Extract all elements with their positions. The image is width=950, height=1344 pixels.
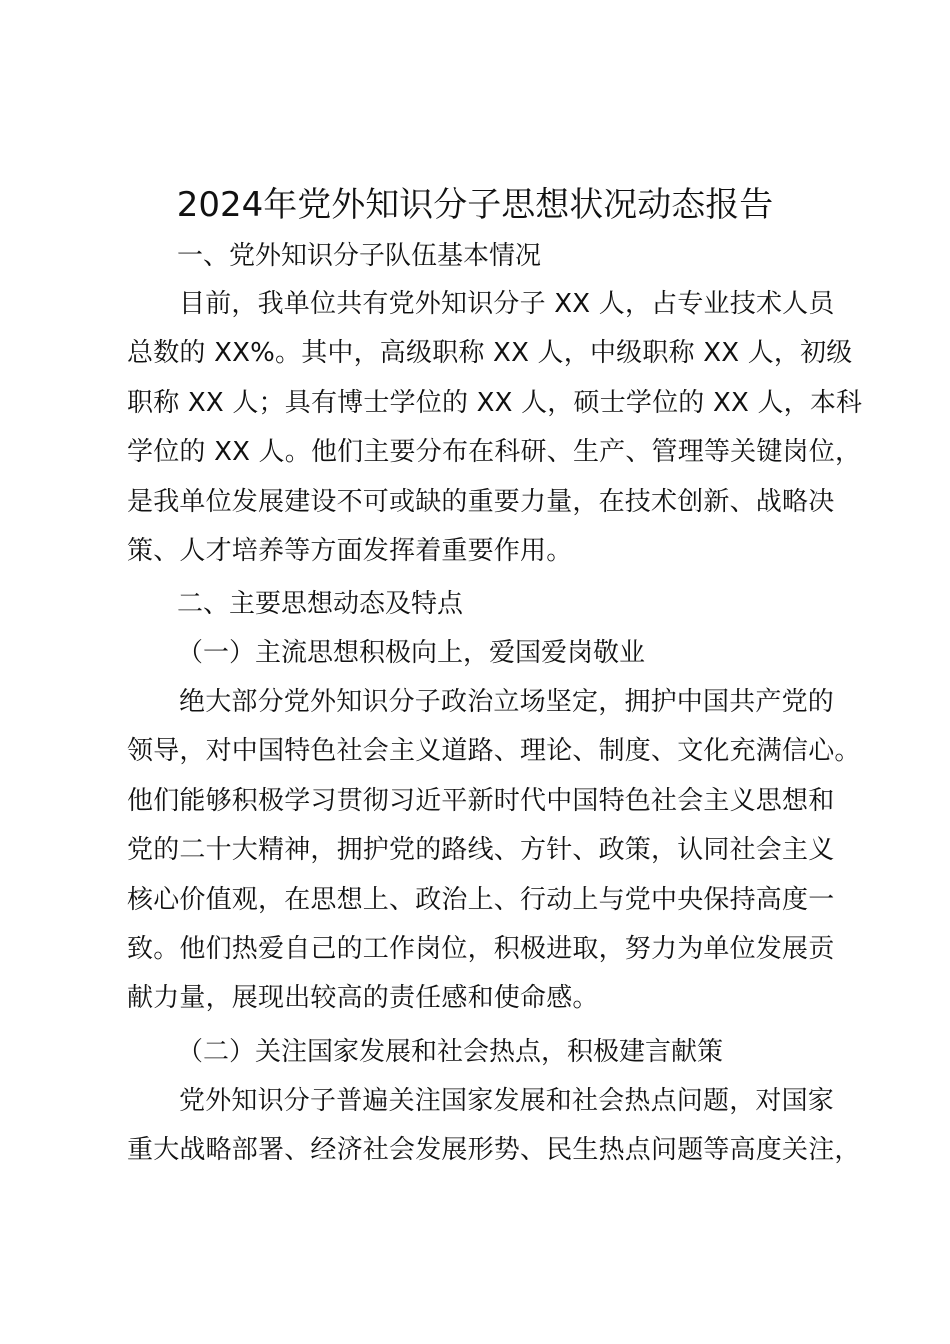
paragraph-line: 重大战略部署、经济社会发展形势、民生热点问题等高度关注， — [127, 1135, 861, 1166]
paragraph-line: 总数的 XX%。其中，高级职称 XX 人，中级职称 XX 人，初级 — [127, 338, 853, 369]
paragraph-line: 职称 XX 人；具有博士学位的 XX 人，硕士学位的 XX 人，本科 — [127, 387, 863, 418]
paragraph-line: 是我单位发展建设不可或缺的重要力量，在技术创新、战略决 — [127, 486, 835, 517]
paragraph-line: 学位的 XX 人。他们主要分布在科研、生产、管理等关键岗位， — [127, 437, 862, 468]
paragraph-line: 绝大部分党外知识分子政治立场坚定，拥护中国共产党的 — [179, 687, 835, 717]
document-title: 2024年党外知识分子思想状况动态报告 — [176, 185, 774, 225]
section-1-heading: 一、党外知识分子队伍基本情况 — [177, 241, 542, 271]
paragraph-line: 党的二十大精神，拥护党的路线、方针、政策，认同社会主义 — [127, 835, 835, 866]
section-2-heading: 二、主要思想动态及特点 — [177, 589, 464, 619]
subsection-1-heading: （一）主流思想积极向上，爱国爱岗敬业 — [177, 638, 646, 668]
subsection-2-heading: （二）关注国家发展和社会热点，积极建言献策 — [177, 1037, 724, 1067]
paragraph-line: 领导，对中国特色社会主义道路、理论、制度、文化充满信心。 — [127, 736, 861, 767]
subsection-2-paragraph — [127, 1077, 861, 1176]
paragraph-line: 致。他们热爱自己的工作岗位，积极进取，努力为单位发展贡 — [127, 933, 835, 964]
paragraph-line: 党外知识分子普遍关注国家发展和社会热点问题，对国家 — [179, 1086, 835, 1116]
paragraph-line: 策、人才培养等方面发挥着重要作用。 — [127, 535, 573, 566]
section-1-paragraph — [127, 280, 863, 576]
subsection-1-paragraph — [127, 678, 861, 1024]
paragraph-line: 他们能够积极学习贯彻习近平新时代中国特色社会主义思想和 — [127, 785, 835, 816]
paragraph-line: 目前，我单位共有党外知识分子 XX 人，占专业技术人员 — [179, 289, 835, 319]
paragraph-line: 献力量，展现出较高的责任感和使命感。 — [127, 983, 599, 1014]
paragraph-line: 核心价值观，在思想上、政治上、行动上与党中央保持高度一 — [127, 884, 835, 915]
